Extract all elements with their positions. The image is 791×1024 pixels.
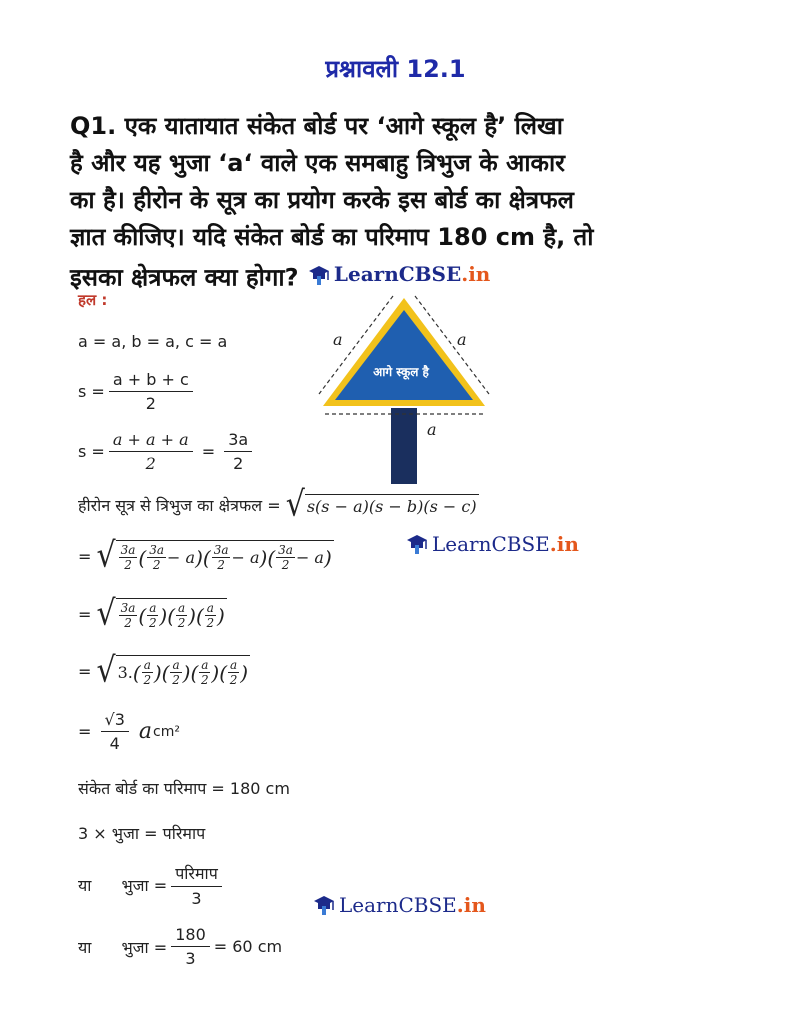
label-right: a [457,330,467,349]
sign-post [391,408,417,484]
label-left: a [333,330,343,349]
question-line-2: है और यह भुजा ‘a‘ वाले एक समबाहु त्रिभुज के आकार [70,149,565,177]
page-title: प्रश्नावली 12.1 [325,55,466,83]
area-result: = $\frac{√3}{4}$ a cm² [78,710,180,753]
graduation-cap-icon [312,894,336,916]
semi-perimeter-value: s = $\frac{a + a + a}{2}$ = $\frac{3a}{2}$ [78,430,256,473]
relation-line: 3 × भुजा = परिमाप [78,824,206,843]
question-line-5: इसका क्षेत्रफल क्या होगा? LearnCBSE .in [70,256,750,297]
brand-name: LearnCBSE [333,262,462,286]
side-formula: या भुजा = $\frac{\text{परिमाप}}{3}$ [78,862,226,908]
perimeter-line: संकेत बोर्ड का परिमाप = 180 cm [78,779,290,798]
graduation-cap-icon [307,264,331,286]
learncbse-logo-3: LearnCBSE .in [312,893,486,920]
heron-formula-line: हीरोन सूत्र से त्रिभुज का क्षेत्रफल = √ s(s − a)(s − b)(s − c) [78,484,477,525]
graduation-cap-icon [405,533,429,555]
label-bottom: a [427,420,437,439]
semi-perimeter-formula: s = $\frac{a + b + c}{2}$ [78,370,197,413]
question-text [70,108,750,297]
question-line-1: Q1. एक यातायात संकेत बोर्ड पर ‘आगे स्कूल है’ लिखा [70,112,563,140]
question-line-4: ज्ञात कीजिए। यदि संकेत बोर्ड का परिमाप 180 cm है, तो [70,223,594,251]
side-value: या भुजा = $\frac{180}{3}$ = 60 cm [78,925,283,968]
sign-text: आगे स्कूल है [373,365,429,379]
heron-step-1: = √ 3a 2 ( 3a 2 − a ) ( 3a 2 − a ) ( 3a 2 − a ) [78,535,332,576]
heron-step-2: = √ 3a 2 ( a 2 ) ( a 2 ) ( a 2 ) [78,593,225,634]
learncbse-logo-2: LearnCBSE .in [405,532,579,559]
solution-heading: हल : [78,291,108,309]
learncbse-logo [307,256,490,293]
heron-step-3: = √ 3. ( a 2 ) ( a 2 ) ( a 2 ) ( a 2 ) [78,650,249,691]
traffic-sign-figure [305,290,505,490]
sides-line: a = a, b = a, c = a [78,332,228,351]
sign-triangle [335,310,473,400]
question-line-3: का है। हीरोन के सूत्र का प्रयोग करके इस बोर्ड का क्षेत्रफल [70,186,574,214]
brand-suffix: .in [461,262,491,286]
